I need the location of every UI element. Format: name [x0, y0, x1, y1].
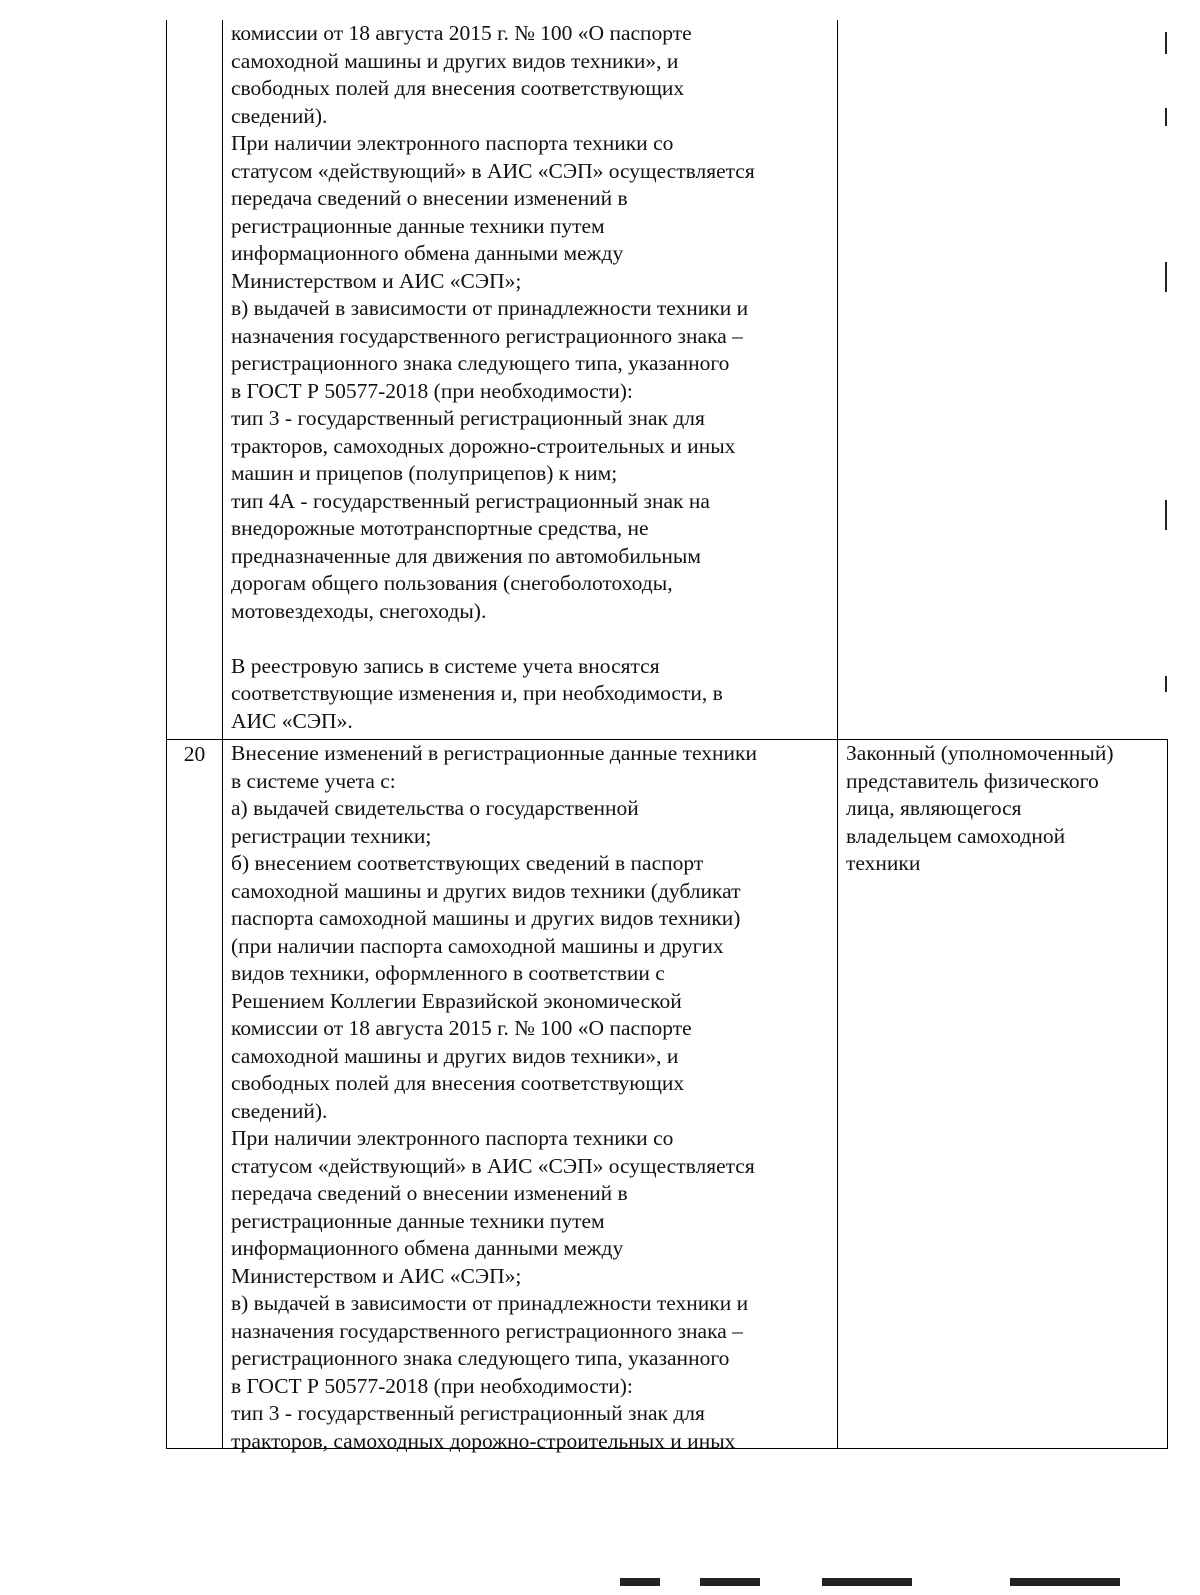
- text-line: тип 4А - государственный регистрационный знак на: [231, 488, 710, 513]
- text-line: регистрационные данные техники путем: [231, 1208, 605, 1233]
- text-line: Законный (уполномоченный): [846, 741, 1114, 765]
- text-line: машин и прицепов (полуприцепов) к ним;: [231, 461, 618, 485]
- text-line: информационного обмена данными между: [231, 241, 624, 265]
- text-line: в ГОСТ Р 50577-2018 (при необходимости):: [231, 1373, 633, 1398]
- text-line: тип 3 - государственный регистрационный знак для: [231, 1401, 705, 1425]
- text-line: самоходной машины и других видов техники (дубликат: [231, 878, 741, 903]
- text-line: регистрационные данные техники путем: [231, 213, 605, 238]
- text-line: [231, 625, 833, 653]
- row-number-cell: [167, 20, 223, 740]
- text-line: б) внесением соответствующих сведений в паспорт: [231, 851, 704, 875]
- scan-artifact: [700, 1578, 760, 1586]
- scan-artifact: [1165, 108, 1167, 126]
- scan-artifact: [620, 1578, 660, 1586]
- table-row: [167, 20, 1168, 740]
- text-line: в) выдачей в зависимости от принадлежности техники и: [231, 1291, 749, 1315]
- text-line: в) выдачей в зависимости от принадлежности техники и: [231, 296, 749, 320]
- text-line: в системе учета с:: [231, 768, 396, 793]
- table-row: [167, 740, 1168, 1449]
- text-line: техники: [846, 851, 921, 875]
- text-line: сведений).: [231, 103, 328, 128]
- text-line: тип 3 - государственный регистрационный знак для: [231, 406, 705, 430]
- text-line: лица, являющегося: [846, 796, 1022, 820]
- service-description-text: [231, 740, 833, 1453]
- row-number: 20: [183, 742, 206, 766]
- text-line: Министерством и АИС «СЭП»;: [231, 1263, 522, 1288]
- text-line: При наличии электронного паспорта техники со: [231, 131, 674, 155]
- scan-artifact: [822, 1578, 912, 1586]
- text-line: АИС «СЭП».: [231, 708, 353, 733]
- applicant-cell: [838, 20, 1168, 740]
- text-line: самоходной машины и других видов техники», и: [231, 48, 679, 73]
- text-line: представитель физического: [846, 768, 1099, 793]
- service-description-cell: [223, 740, 838, 1453]
- text-line: а) выдачей свидетельства о государственной: [231, 796, 639, 820]
- text-line: соответствующие изменения и, при необходимости, в: [231, 681, 723, 705]
- service-description-text: [231, 20, 833, 739]
- text-line: комиссии от 18 августа 2015 г. № 100 «О паспорте: [231, 21, 692, 45]
- scan-artifact: [1165, 500, 1167, 530]
- text-line: внедорожные мототранспортные средства, не: [231, 516, 649, 540]
- text-line: дорогам общего пользования (снегоболотоходы,: [231, 571, 673, 595]
- scan-artifact: [1165, 262, 1167, 292]
- text-line: передача сведений о внесении изменений в: [231, 1181, 628, 1205]
- scan-artifact: [1010, 1578, 1120, 1586]
- text-line: статусом «действующий» в АИС «СЭП» осуществляется: [231, 158, 755, 183]
- text-line: сведений).: [231, 1098, 328, 1123]
- text-line: мотовездеходы, снегоходы).: [231, 598, 487, 623]
- service-description-cell: [223, 20, 838, 740]
- text-line: свободных полей для внесения соответствующих: [231, 1071, 685, 1095]
- scan-artifact: [1165, 32, 1167, 54]
- text-line: тракторов, самоходных дорожно-строительных и иных: [231, 433, 736, 458]
- text-line: самоходной машины и других видов техники», и: [231, 1043, 679, 1068]
- text-line: регистрационного знака следующего типа, указанного: [231, 1346, 730, 1370]
- text-line: регистрации техники;: [231, 823, 432, 848]
- text-line: Внесение изменений в регистрационные данные техники: [231, 741, 757, 765]
- applicant-cell: [838, 740, 1168, 1449]
- row-number-cell: [167, 740, 223, 1449]
- text-line: предназначенные для движения по автомобильным: [231, 543, 701, 568]
- scan-artifact: [1165, 676, 1167, 692]
- text-line: При наличии электронного паспорта техники со: [231, 1126, 674, 1150]
- text-line: В реестровую запись в системе учета вносятся: [231, 653, 660, 678]
- text-line: статусом «действующий» в АИС «СЭП» осуществляется: [231, 1153, 755, 1178]
- applicant-text: [846, 740, 1163, 878]
- text-line: комиссии от 18 августа 2015 г. № 100 «О паспорте: [231, 1016, 692, 1040]
- text-line: Решением Коллегии Евразийской экономической: [231, 988, 682, 1013]
- text-line: в ГОСТ Р 50577-2018 (при необходимости):: [231, 378, 633, 403]
- text-line: (при наличии паспорта самоходной машины и других: [231, 933, 724, 958]
- text-line: владельцем самоходной: [846, 823, 1066, 848]
- text-line: информационного обмена данными между: [231, 1236, 624, 1260]
- text-line: назначения государственного регистрационного знака –: [231, 1318, 743, 1343]
- text-line: регистрационного знака следующего типа, указанного: [231, 351, 730, 375]
- text-line: назначения государственного регистрационного знака –: [231, 323, 743, 348]
- text-line: паспорта самоходной машины и других видов техники): [231, 906, 741, 930]
- text-line: передача сведений о внесении изменений в: [231, 186, 628, 210]
- services-table: [166, 20, 1168, 1453]
- text-line: Министерством и АИС «СЭП»;: [231, 268, 522, 293]
- text-line: тракторов, самоходных дорожно-строительных и иных: [231, 1428, 736, 1453]
- text-line: видов техники, оформленного в соответствии с: [231, 961, 665, 985]
- text-line: свободных полей для внесения соответствующих: [231, 76, 685, 100]
